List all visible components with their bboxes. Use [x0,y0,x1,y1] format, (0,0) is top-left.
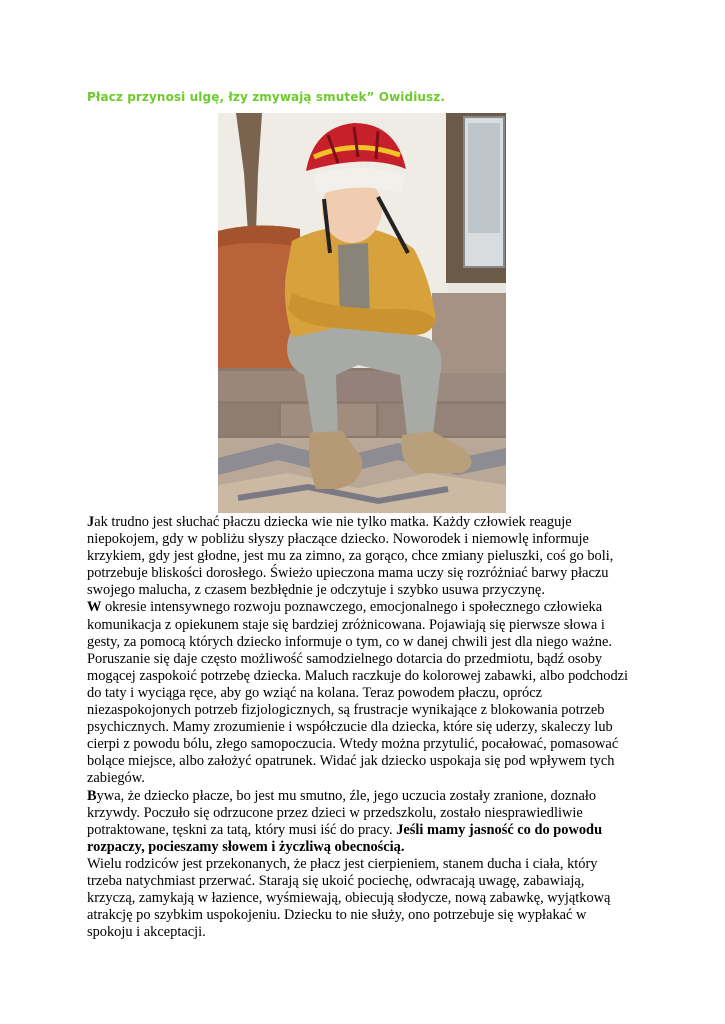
paragraph-1 [87,514,647,599]
quote-heading: Płacz przynosi ulgę, łzy zmywają smutek” Owidiusz. [87,90,446,104]
text-line: atrakcję po szybkim uspokojeniu. Dziecku to nie służy, ono potrzebuje się wypłakać w [87,907,587,924]
text-line: spokoju i akceptacji. [87,924,206,941]
text-line: komunikacja z opiekunem staje się bardziej zróżnicowana. Pojawiają się pierwsze słowa i [87,616,605,633]
text-line: potraktowane, tęskni za tatą, który musi iść do pracy. [87,821,397,838]
text-line: gesty, za pomocą których dziecko informuje o tym, co w danej chwili jest dla niego ważne. [87,633,612,650]
text-line: trzeba natychmiast przerwać. Starają się ukoić pociechę, odwracają uwagę, zabawiają, [87,872,585,889]
text-line: swojego malucha, z czasem bezbłędnie je odczytuje i szybko usuwa przyczynę. [87,582,545,599]
text-line: krzyczą, zamykają w łazience, wyśmiewają, obiecują słodycze, nową zabawkę, wyjątkową [87,890,611,907]
child-photo [218,113,506,513]
text-line: krzywdy. Poczuło się odrzucone przez dzieci w przedszkolu, zostało niesprawiedliwie [87,804,583,821]
text-line: niezaspokojonych potrzeb fizjologicznych, są frustracje wynikające z blokowania potrzeb [87,702,605,719]
paragraph-2 [87,599,647,787]
drop-initial: W [87,599,102,616]
paragraph-3 [87,788,647,856]
paragraph-4 [87,856,647,941]
text-line: cierpi z powodu bólu, złego samopoczucia. Wtedy można przytulić, pocałować, pomasować [87,736,619,753]
emphasis-text: rozpaczy, pocieszamy słowem i życzliwą obecnością. [87,838,405,855]
text-line: Wielu rodziców jest przekonanych, że płacz jest cierpieniem, stanem ducha i ciała, który [87,855,598,872]
emphasis-text: Jeśli mamy jasność co do powodu [396,821,603,838]
text-line: okresie intensywnego rozwoju poznawczego, emocjonalnego i społecznego człowieka [101,599,603,616]
text-line: ak trudno jest słuchać płaczu dziecka wie nie tylko matka. Każdy człowiek reaguje [94,514,572,530]
text-line: bolące miejsce, albo założyć opatrunek. Widać jak dziecko uspokaja się pod wpływem tych [87,753,615,770]
article-body [87,514,647,941]
text-line: zabiegów. [87,770,145,787]
text-line: Poruszanie się daje często możliwość samodzielnego dotarcia do przedmiotu, bądź osoby [87,650,603,667]
text-line: ywa, że dziecko płacze, bo jest mu smutno, źle, jego uczucia zostały zranione, doznało [96,787,597,804]
text-line: niepokojem, gdy w pobliżu słyszy płaczące dziecko. Noworodek i niemowlę informuje [87,531,589,548]
drop-initial: B [87,787,97,804]
text-line: mogącej zaspokoić potrzebę dziecka. Maluch raczkuje do kolorowej zabawki, albo podchodzi [87,667,629,684]
text-line: psychicznych. Mamy zrozumienie i współczucie dla dziecka, które się uderzy, skaleczy lub [87,719,613,736]
drop-initial: J [87,514,95,530]
text-line: potrzebuje bliskości dorosłego. Świeżo upieczona mama uczy się rozróżniać barwy płaczu [87,565,609,582]
text-line: krzykiem, gdy jest głodne, jest mu za zimno, za gorąco, chce zmiany pieluszki, coś go boli, [87,548,614,565]
text-line: do taty i wyciąga ręce, aby go wziąć na kolana. Teraz powodem płaczu, oprócz [87,684,543,701]
